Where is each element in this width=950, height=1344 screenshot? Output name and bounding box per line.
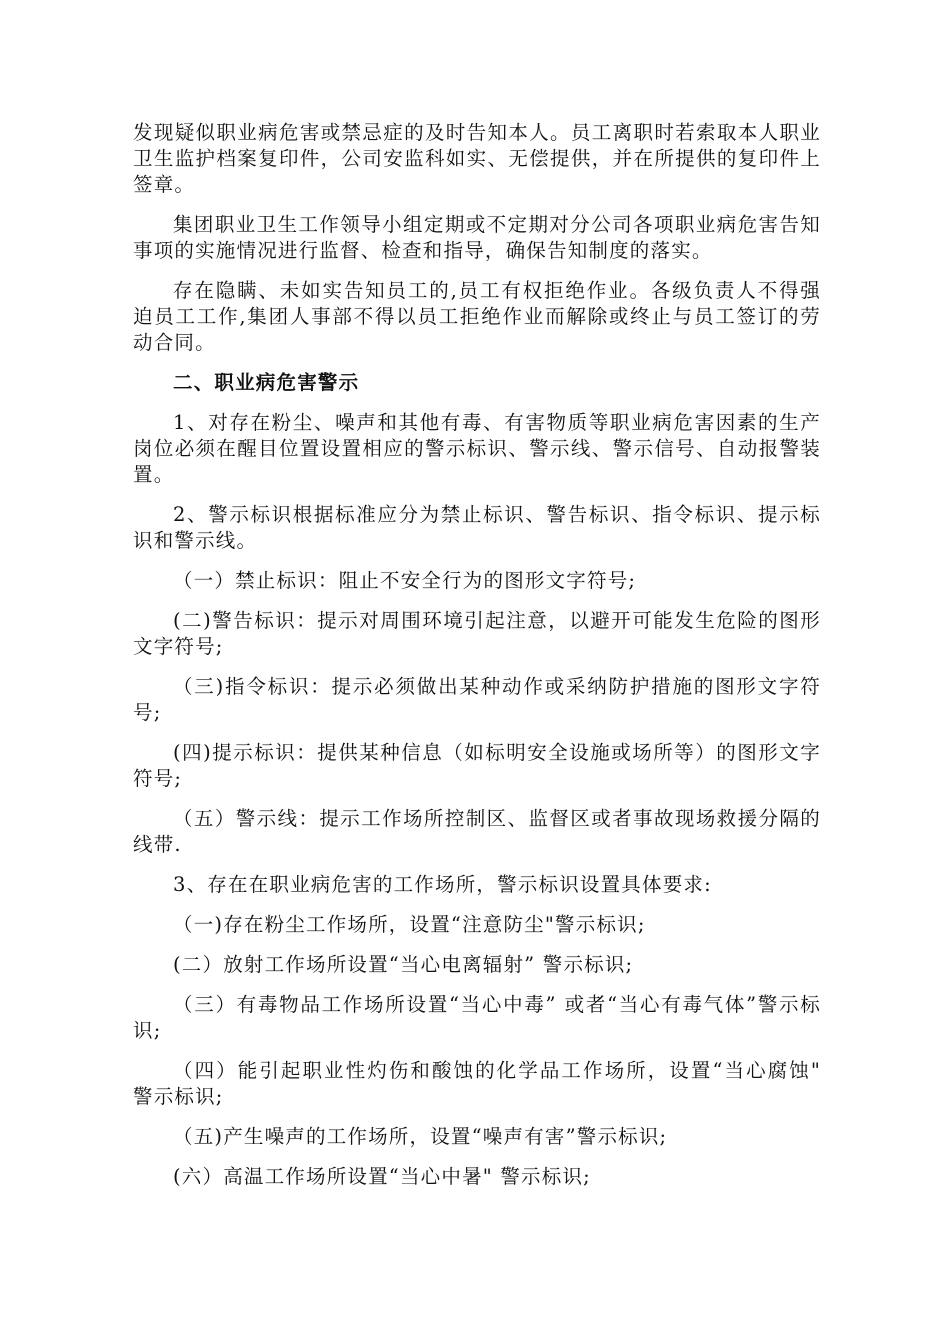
list-item-prohibition: （一）禁止标识：阻止不安全行为的图形文字符号; bbox=[173, 569, 637, 592]
list-item-warning: (二)警告标识：提示对周围环境引起注意，以避开可能发生危险的图形文字符号; bbox=[133, 609, 821, 658]
list-item-warning-line: （五）警示线：提示工作场所控制区、监督区或者事故现场救援分隔的线带. bbox=[133, 807, 821, 856]
list-item-notice: (四)提示标识：提供某种信息（如标明安全设施或场所等）的图形文字符号; bbox=[133, 741, 821, 790]
paragraph-2: 集团职业卫生工作领导小组定期或不定期对分公司各项职业病危害告知事项的实施情况进行监督、检查和指导，确保告知制度的落实。 bbox=[133, 213, 821, 262]
list-item-instruction: （三)指令标识：提示必须做出某种动作或采纳防护措施的图形文字符号; bbox=[133, 675, 821, 724]
paragraph-6: 3、存在在职业病危害的工作场所，警示标识设置具体要求: bbox=[173, 873, 712, 896]
list-item-heat: (六）高温工作场所设置“当心中暑" 警示标识; bbox=[173, 1165, 591, 1188]
list-item-toxic: （三）有毒物品工作场所设置“当心中毒” 或者“当心有毒气体”警示标识; bbox=[133, 993, 821, 1042]
section-heading: 二、职业病危害警示 bbox=[173, 371, 360, 394]
list-item-radiation: (二）放射工作场所设置“当心电离辐射” 警示标识; bbox=[173, 953, 634, 976]
paragraph-4: 1、对存在粉尘、噪声和其他有毒、有害物质等职业病危害因素的生产岗位必须在醒目位置设置相应的警示标识、警示线、警示信号、自动报警装置。 bbox=[133, 411, 821, 486]
paragraph-1: 发现疑似职业病危害或禁忌症的及时告知本人。员工离职时若索取本人职业卫生监护档案复印件，公司安监科如实、无偿提供，并在所提供的复印件上签章。 bbox=[133, 121, 821, 196]
list-item-noise: （五)产生噪声的工作场所，设置“噪声有害”警示标识; bbox=[173, 1125, 668, 1148]
list-item-dust: （一)存在粉尘工作场所，设置“注意防尘"警示标识; bbox=[173, 913, 646, 936]
list-item-corrosion: （四）能引起职业性灼伤和酸蚀的化学品工作场所，设置“当心腐蚀" 警示标识; bbox=[133, 1059, 821, 1108]
paragraph-5: 2、警示标识根据标准应分为禁止标识、警告标识、指令标识、提示标识和警示线。 bbox=[133, 503, 821, 552]
paragraph-3: 存在隐瞒、未如实告知员工的,员工有权拒绝作业。各级负责人不得强迫员工工作,集团人事部不得以员工拒绝作业而解除或终止与员工签订的劳动合同。 bbox=[133, 279, 821, 354]
document-page bbox=[133, 120, 821, 1204]
